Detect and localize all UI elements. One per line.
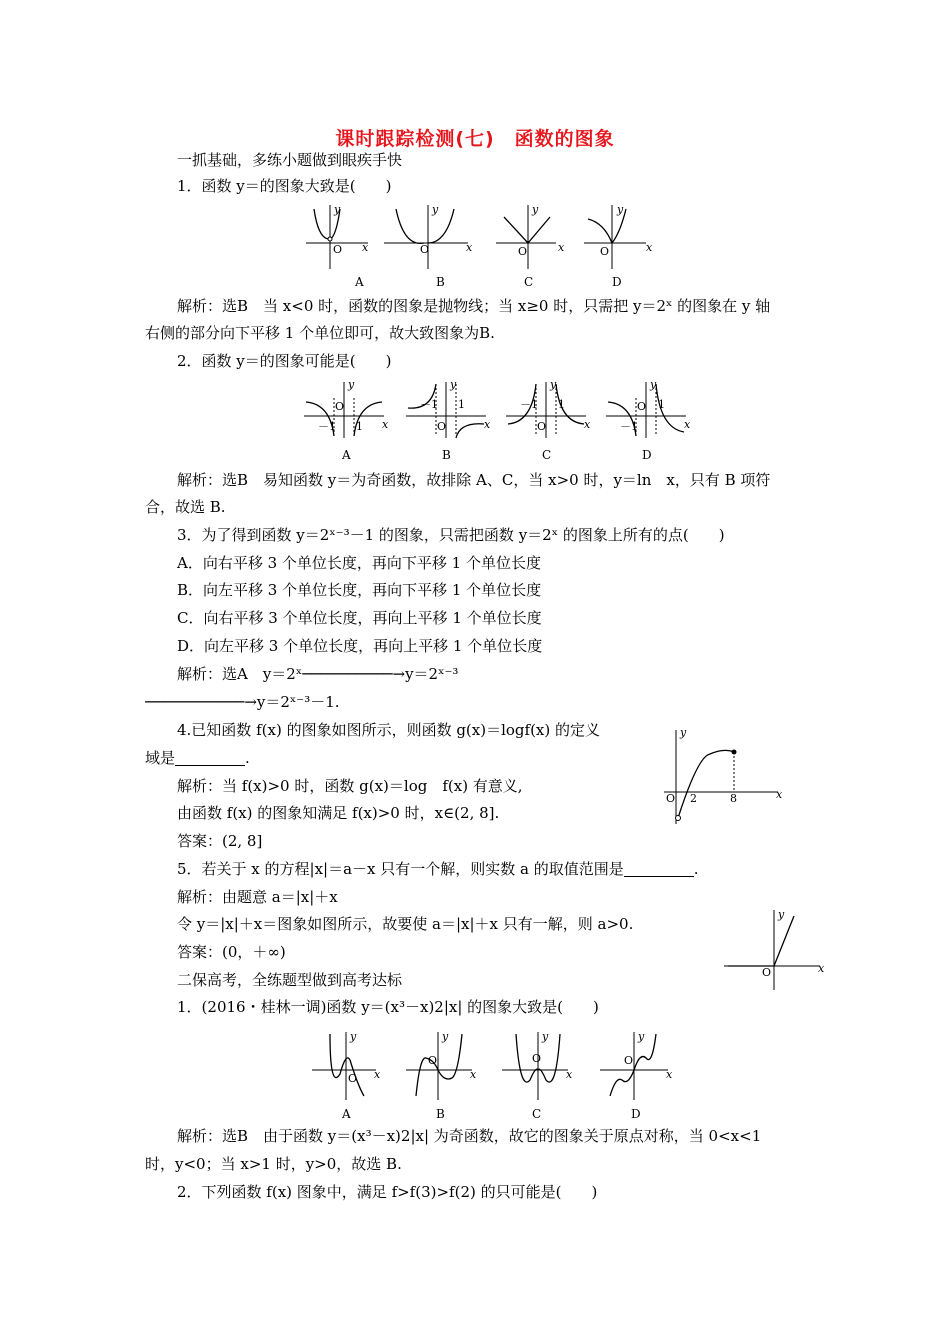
axis-x-label: x <box>484 418 491 431</box>
axis-x-label: x <box>558 241 565 254</box>
axis-y-label: y <box>617 203 624 216</box>
q5-solution-line2: 令 y＝|x|＋x＝图象如图所示，故要使 a＝|x|＋x 只有一解，则 a>0. <box>177 915 634 933</box>
q3-stem: 3．为了得到函数 y＝2ˣ⁻³－1 的图象，只需把函数 y＝2ˣ 的图象上所有的点( ) <box>177 526 725 544</box>
q1-option-c: C <box>524 275 534 289</box>
q1-graph-a <box>306 203 370 271</box>
q2-stem: 2．函数 y＝的图象可能是( ) <box>177 352 392 370</box>
graph-y-label: y <box>680 726 687 739</box>
axis-y-label: y <box>350 1030 357 1043</box>
q2-graph-b <box>406 380 492 440</box>
graph-tick-2: 2 <box>690 792 697 805</box>
axis-y-label: y <box>442 1030 449 1043</box>
q2-option-c: C <box>542 448 552 462</box>
graph-x-label: x <box>776 788 783 801</box>
q2-solution-line2: 合，故选 B. <box>145 498 226 516</box>
q1-graph-d <box>584 203 656 271</box>
graph-origin-label: O <box>762 966 772 979</box>
q1-solution-line2: 右侧的部分向下平移 1 个单位即可，故大致图象为B. <box>145 324 495 342</box>
q1-option-a: A <box>355 275 364 289</box>
q2-graph-a <box>304 380 390 440</box>
graph-tick-8: 8 <box>730 792 737 805</box>
p1-option-b: B <box>436 1107 445 1121</box>
axis-tick-neg1: －1 <box>620 420 638 433</box>
q1-option-b: B <box>436 275 445 289</box>
q1-graph-b <box>384 203 476 271</box>
p1-option-a: A <box>342 1107 351 1121</box>
p1-graph-c <box>502 1030 574 1102</box>
q3-solution-line1: 解析：选A y＝2ˣ──────────→y＝2ˣ⁻³ <box>177 665 459 683</box>
p1-stem: 1．(2016・桂林一调)函数 y＝(x³－x)2|x| 的图象大致是( ) <box>177 998 599 1016</box>
q2-solution-line1: 解析：选B 易知函数 y＝为奇函数，故排除 A、C，当 x>0 时，y＝ln x，只有 B 项符 <box>177 471 771 489</box>
q3-option-c: C．向右平移 3 个单位长度，再向上平移 1 个单位长度 <box>177 609 542 627</box>
q5-answer-blank <box>624 862 694 877</box>
p1-option-c: C <box>532 1107 542 1121</box>
axis-y-label: y <box>432 203 439 216</box>
q4-answer: 答案：(2, 8] <box>177 832 263 850</box>
graph-y-label: y <box>778 908 785 921</box>
q5-solution-line1: 解析：由题意 a＝|x|＋x <box>177 888 338 906</box>
q5-function-graph <box>724 908 828 992</box>
q2-option-a: A <box>342 448 351 462</box>
axis-x-label: x <box>470 1068 477 1081</box>
axis-y-label: y <box>542 1030 549 1043</box>
q4-solution-line1: 解析：当 f(x)>0 时，函数 g(x)＝log f(x) 有意义, <box>177 777 523 795</box>
p1-graph-a <box>312 1030 382 1102</box>
q1-stem: 1．函数 y＝的图象大致是( ) <box>177 177 392 195</box>
axis-y-label: y <box>450 378 457 391</box>
axis-x-label: x <box>646 241 653 254</box>
q3-option-a: A．向右平移 3 个单位长度，再向下平移 1 个单位长度 <box>177 554 541 572</box>
p1-solution-line1: 解析：选B 由于函数 y＝(x³－x)2|x| 为奇函数，故它的图象关于原点对称，当 0<x<1 <box>177 1127 762 1145</box>
p1-option-d: D <box>631 1107 641 1121</box>
axis-x-label: x <box>684 418 691 431</box>
axis-x-label: x <box>374 1068 381 1081</box>
axis-x-label: x <box>362 241 369 254</box>
axis-origin-label: O <box>532 1052 542 1065</box>
p2-stem: 2．下列函数 f(x) 图象中，满足 f>f(3)>f(2) 的只可能是( ) <box>177 1183 598 1201</box>
axis-tick-1: 1 <box>558 398 565 411</box>
axis-origin-label: O <box>420 243 430 256</box>
section-heading-2: 二保高考，全练题型做到高考达标 <box>177 971 403 989</box>
section-heading-1: 一抓基础，多练小题做到眼疾手快 <box>177 151 403 169</box>
q4-stem-line2: 域是 <box>145 749 176 767</box>
p1-solution-line2: 时，y<0；当 x>1 时，y>0，故选 B. <box>145 1155 402 1173</box>
axis-x-label: x <box>584 418 591 431</box>
q5-answer: 答案：(0，＋∞) <box>177 943 286 961</box>
axis-tick-1: 1 <box>356 420 363 433</box>
q2-graph-d <box>606 380 692 440</box>
q1-option-d: D <box>612 275 622 289</box>
axis-origin-label: O <box>518 245 528 258</box>
q2-option-d: D <box>642 448 652 462</box>
axis-origin-label: O <box>600 245 610 258</box>
q4-stem-line1: 4.已知函数 f(x) 的图象如图所示，则函数 g(x)＝logf(x) 的定义 <box>177 721 601 739</box>
q1-solution-line1: 解析：选B 当 x<0 时，函数的图象是抛物线；当 x≥0 时，只需把 y＝2ˣ 的图象在 y 轴 <box>177 297 771 315</box>
axis-y-label: y <box>638 1030 645 1043</box>
p1-graph-d <box>600 1030 674 1102</box>
q2-option-b: B <box>442 448 451 462</box>
axis-origin-label: O <box>335 400 345 413</box>
axis-origin-label: O <box>428 1054 438 1067</box>
p1-graph-b <box>406 1030 478 1102</box>
q1-graph-c <box>496 203 566 271</box>
axis-origin-label: O <box>537 420 547 433</box>
graph-origin-label: O <box>666 792 676 805</box>
axis-tick-1: 1 <box>658 398 665 411</box>
axis-origin-label: O <box>637 400 647 413</box>
axis-x-label: x <box>382 418 389 431</box>
axis-tick-neg1: －1 <box>520 398 538 411</box>
q4-function-graph <box>664 726 784 826</box>
axis-origin-label: O <box>348 1072 358 1085</box>
q2-graph-c <box>506 380 592 440</box>
axis-y-label: y <box>334 203 341 216</box>
q3-option-d: D．向左平移 3 个单位长度，再向上平移 1 个单位长度 <box>177 637 543 655</box>
q5-stem: 5．若关于 x 的方程|x|＝a－x 只有一个解，则实数 a 的取值范围是 <box>177 860 624 878</box>
q3-option-b: B．向左平移 3 个单位长度，再向下平移 1 个单位长度 <box>177 581 542 599</box>
axis-origin-label: O <box>333 243 343 256</box>
graph-x-label: x <box>818 962 825 975</box>
axis-y-label: y <box>348 378 355 391</box>
axis-y-label: y <box>650 378 657 391</box>
axis-origin-label: O <box>624 1054 634 1067</box>
page-title: 课时跟踪检测(七) 函数的图象 <box>335 128 615 150</box>
q4-solution-line2: 由函数 f(x) 的图象知满足 f(x)>0 时，x∈(2, 8]. <box>177 804 500 822</box>
axis-x-label: x <box>466 241 473 254</box>
axis-y-label: y <box>550 378 557 391</box>
axis-tick-neg1: －1 <box>318 420 336 433</box>
axis-y-label: y <box>532 203 539 216</box>
q3-solution-line2: ───────────→y＝2ˣ⁻³－1. <box>145 693 340 711</box>
axis-tick-neg1: －1 <box>420 398 438 411</box>
q4-answer-blank <box>175 751 245 766</box>
axis-x-label: x <box>666 1068 673 1081</box>
axis-x-label: x <box>566 1068 573 1081</box>
axis-origin-label: O <box>437 420 447 433</box>
axis-tick-1: 1 <box>458 398 465 411</box>
